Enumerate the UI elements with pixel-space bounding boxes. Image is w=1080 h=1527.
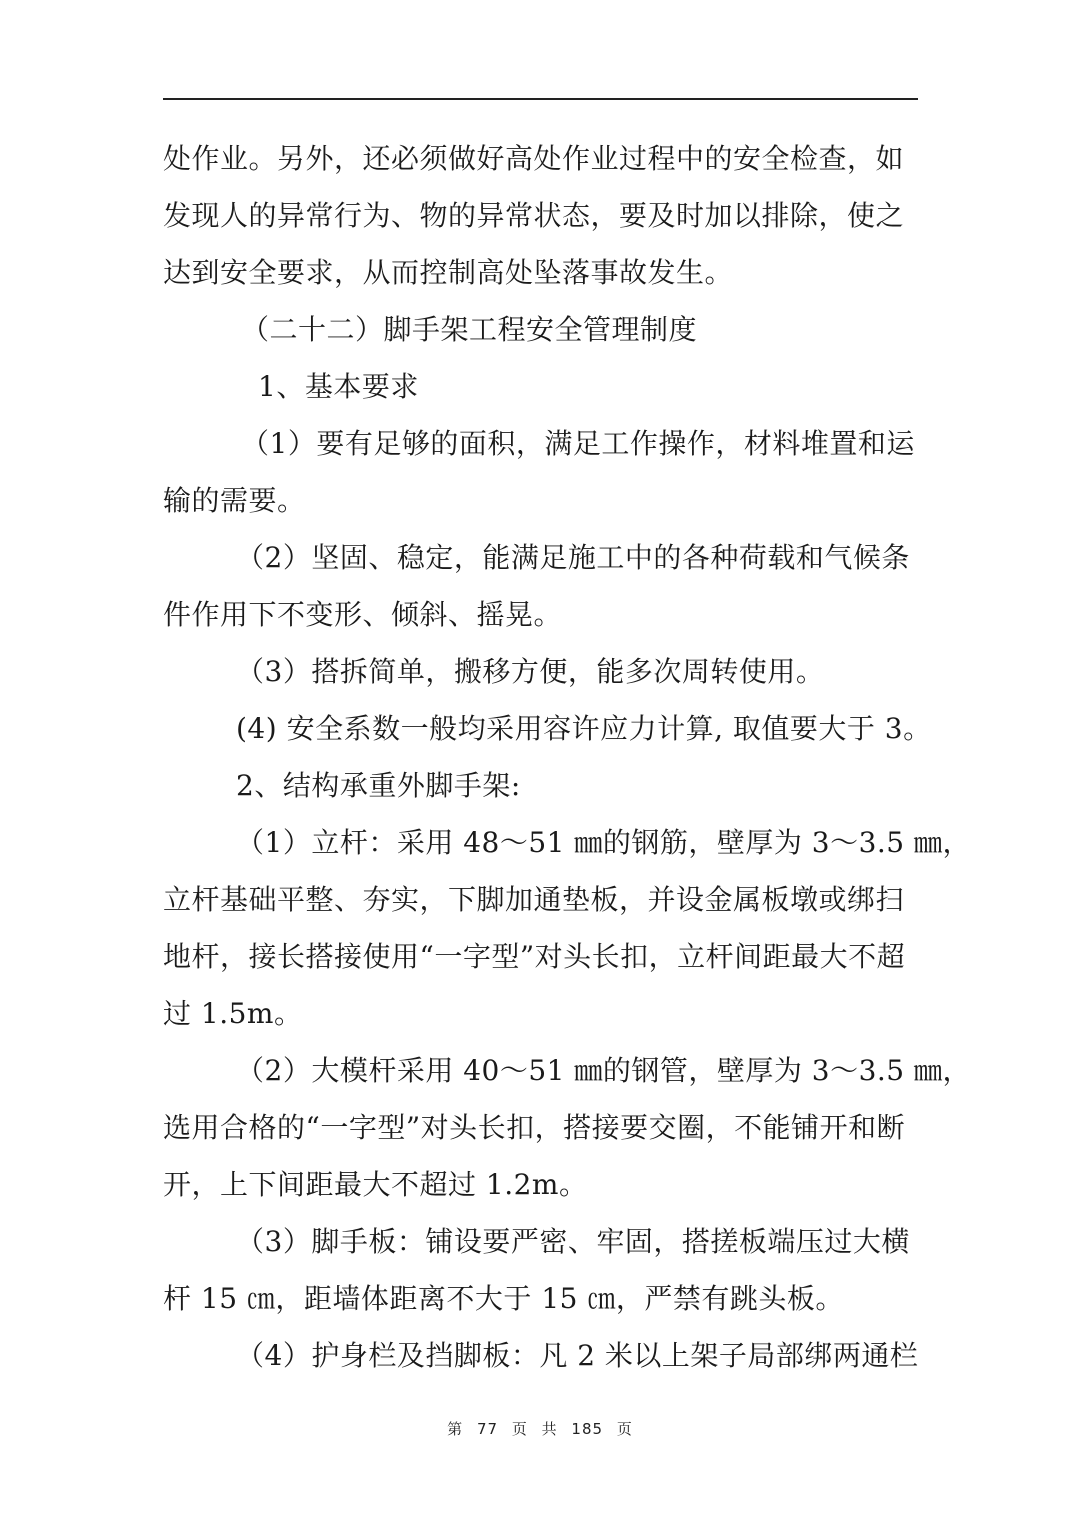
footer-total-word: 共 xyxy=(541,1420,558,1438)
paragraph-line: （1）立杆：采用 48～51 ㎜的钢筋，壁厚为 3～3.5 ㎜， xyxy=(236,826,972,859)
header-rule xyxy=(163,98,918,100)
paragraph-line: （3）脚手板：铺设要严密、牢固，搭搓板端压过大横 xyxy=(236,1225,910,1258)
section-heading: （二十二）脚手架工程安全管理制度 xyxy=(241,313,698,346)
total-page-count: 185 xyxy=(571,1420,604,1438)
paragraph-line: 输的需要。 xyxy=(163,484,306,517)
paragraph-line: 达到安全要求，从而控制高处坠落事故发生。 xyxy=(163,256,734,289)
paragraph-line: 立杆基础平整、夯实，下脚加通垫板，并设金属板墩或绑扫 xyxy=(163,883,905,916)
subsection-heading: 1、基本要求 xyxy=(258,370,419,403)
paragraph-line: (4) 安全系数一般均采用容许应力计算, 取值要大于 3。 xyxy=(236,712,932,745)
paragraph-line: 件作用下不变形、倾斜、摇晃。 xyxy=(163,598,563,631)
current-page-number: 77 xyxy=(476,1420,499,1438)
paragraph-line: （2）坚固、稳定，能满足施工中的各种荷载和气候条 xyxy=(236,541,910,574)
footer-prefix: 第 xyxy=(447,1420,464,1438)
paragraph-line: （3）搭拆简单，搬移方便，能多次周转使用。 xyxy=(236,655,825,688)
paragraph-line: （2）大模杆采用 40～51 ㎜的钢管，壁厚为 3～3.5 ㎜， xyxy=(236,1054,972,1087)
footer-page-word: 页 xyxy=(511,1420,528,1438)
page-footer xyxy=(0,1418,1080,1439)
footer-suffix: 页 xyxy=(616,1420,633,1438)
paragraph-line: 地杆，接长搭接使用“一字型”对头长扣，立杆间距最大不超 xyxy=(163,940,906,973)
paragraph-line: 杆 15 ㎝，距墙体距离不大于 15 ㎝，严禁有跳头板。 xyxy=(163,1282,844,1315)
paragraph-line: 过 1.5m。 xyxy=(163,997,303,1030)
document-body xyxy=(163,130,972,1384)
paragraph-line: 开，上下间距最大不超过 1.2m。 xyxy=(163,1168,588,1201)
paragraph-line: 发现人的异常行为、物的异常状态，要及时加以排除，使之 xyxy=(163,199,905,232)
paragraph-line: （4）护身栏及挡脚板：凡 2 米以上架子局部绑两通栏 xyxy=(236,1339,919,1372)
subsection-heading: 2、结构承重外脚手架: xyxy=(236,769,521,802)
paragraph-line: 选用合格的“一字型”对头长扣，搭接要交圈，不能铺开和断 xyxy=(163,1111,906,1144)
paragraph-line: （1）要有足够的面积，满足工作操作，材料堆置和运 xyxy=(241,427,915,460)
paragraph-line: 处作业。另外，还必须做好高处作业过程中的安全检查，如 xyxy=(163,142,905,175)
